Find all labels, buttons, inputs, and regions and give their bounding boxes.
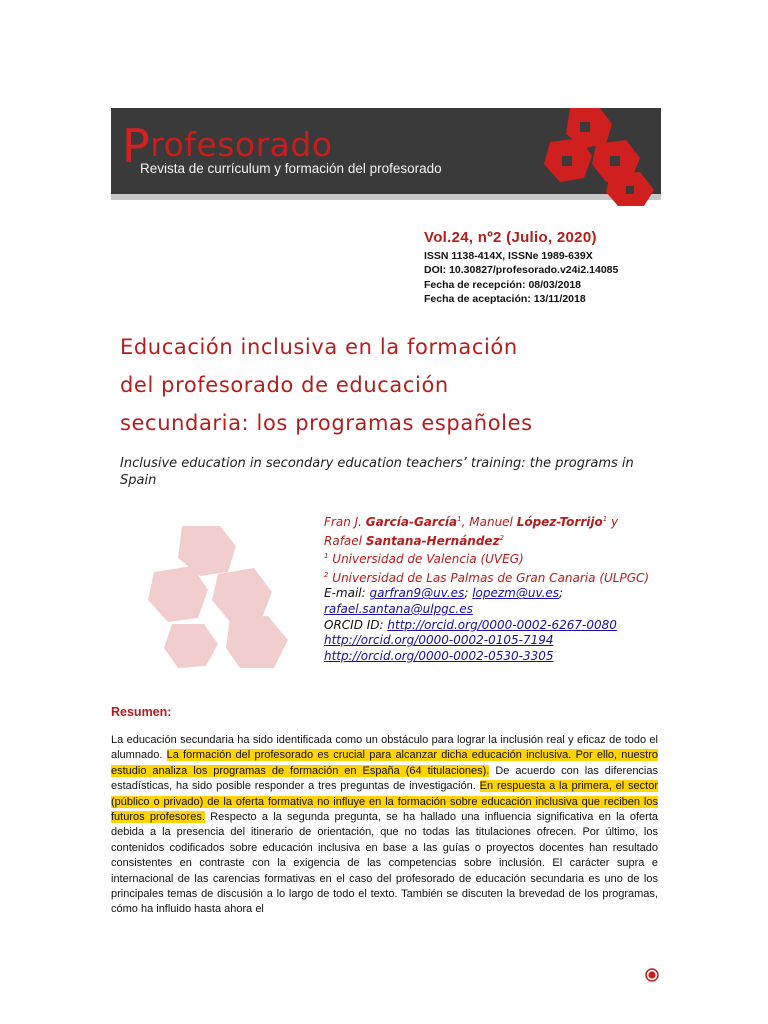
affiliation-2-mark: 2	[324, 570, 329, 579]
email-line: E-mail: garfran9@uv.es; lopezm@uv.es; rafael.santana@ulpgc.es	[324, 586, 564, 616]
author-separator: y	[607, 515, 619, 529]
orcid-label: ORCID ID:	[324, 617, 388, 632]
author-names	[324, 512, 664, 549]
author-2-family: López-Torrijo	[516, 515, 603, 529]
doi-line: DOI: 10.30827/profesorado.v24i2.14085	[424, 264, 619, 277]
article-title-line-3: secundaria: los programas españoles	[120, 411, 533, 435]
email-link-1[interactable]: garfran9@uv.es	[369, 586, 465, 601]
email-link-2[interactable]: lopezm@uv.es	[472, 586, 560, 601]
received-date: Fecha de recepción: 08/03/2018	[424, 278, 582, 291]
author-1-given: Fran J.	[324, 515, 366, 529]
page-marker-icon[interactable]	[645, 968, 659, 982]
abstract-text-3: Respecto a la segunda pregunta, se ha hallado una influencia significativa en la oferta debida a la presencia del itinerario de orientación, que no todas las titulaciones ofrecen. Por último, los contenidos codificados sobre educación inclusiva en base a las guías o proyectos docentes han resultado consistentes en contraste con la exigencia de las competencias sobre inclusión. El carácter supra e internacional de las carencias formativas en el caso del profesorado de educación secundaria es uno de los principales temas de discusión a lo largo de todo el texto. También se discuten la brevedad de los programas, cómo ha influido hasta ahora el	[111, 811, 658, 916]
article-title-line-2: del profesorado de educación	[120, 373, 449, 397]
abstract-highlight-1: La formación del profesorado es crucial para alcanzar dicha educación inclusiva. Por ello, nuestro estudio analiza los programas de formación en España (64 titulaciones).	[111, 749, 658, 777]
issue-info: Vol.24, nº2 (Julio, 2020)	[424, 229, 597, 246]
affiliation-1-text: Universidad de Valencia (UVEG)	[328, 552, 524, 567]
orcid-link-3[interactable]: http://orcid.org/0000-0002-0530-3305	[324, 648, 554, 663]
article-title-english: Inclusive education in secondary education teachers’ training: the programs in Spain	[120, 456, 634, 488]
orcid-line	[324, 618, 664, 634]
article-title	[120, 328, 680, 442]
author-2-given: Manuel	[469, 515, 517, 529]
orcid-link-3-line	[324, 649, 664, 665]
abstract-highlight-2: En respuesta a la primera, el sector (público o privado) de la oferta formativa no influye en la formación sobre educación inclusiva que reciben los futuros profesores.	[111, 780, 658, 824]
issn-line: ISSN 1138-414X, ISSNe 1989-639X	[424, 250, 593, 262]
abstract-text-2: De acuerdo con las diferencias estadísticas, ha sido posible responder a tres preguntas de investigación.	[111, 764, 658, 793]
affiliation-2	[324, 568, 664, 587]
email-label: E-mail:	[324, 586, 370, 601]
author-3-affiliation-mark: 2	[499, 533, 505, 542]
affiliation-1	[324, 549, 664, 568]
profesorado-logo-icon	[540, 104, 658, 208]
author-block	[324, 512, 664, 664]
orcid-link-2-line	[324, 633, 664, 649]
journal-metadata	[424, 249, 618, 306]
accepted-date: Fecha de aceptación: 13/11/2018	[424, 292, 586, 305]
email-link-3[interactable]: rafael.santana@ulpgc.es	[324, 601, 473, 616]
affiliation-2-text: Universidad de Las Palmas de Gran Canaria (ULPGC)	[328, 570, 650, 585]
abstract-text-1: La educación secundaria ha sido identificada como un obstáculo para lograr la inclusión real y eficaz de todo el alumnado.	[111, 734, 658, 762]
journal-subtitle: Revista de currículum y formación del profesorado	[140, 161, 442, 176]
author-2-affiliation-mark: 1	[602, 515, 608, 523]
abstract-body	[111, 733, 658, 918]
author-1-affiliation-mark: 1	[457, 515, 462, 523]
author-1-family: García-García	[365, 515, 458, 529]
author-3-family: Santana-Hernández	[365, 533, 500, 548]
journal-title-initial: P	[122, 119, 151, 173]
author-3-given: Rafael	[324, 533, 366, 548]
journal-title-rest: rofesorado	[150, 125, 333, 164]
abstract-heading: Resumen:	[111, 705, 172, 719]
article-title-line-1: Educación inclusiva en la formación	[120, 335, 518, 359]
orcid-link-1[interactable]: http://orcid.org/0000-0002-6267-0080	[387, 617, 617, 632]
orcid-link-2[interactable]: http://orcid.org/0000-0002-0105-7194	[324, 633, 554, 648]
author-separator: ,	[461, 515, 470, 529]
affiliation-1-mark: 1	[324, 552, 329, 561]
watermark-logo-icon	[146, 520, 292, 672]
